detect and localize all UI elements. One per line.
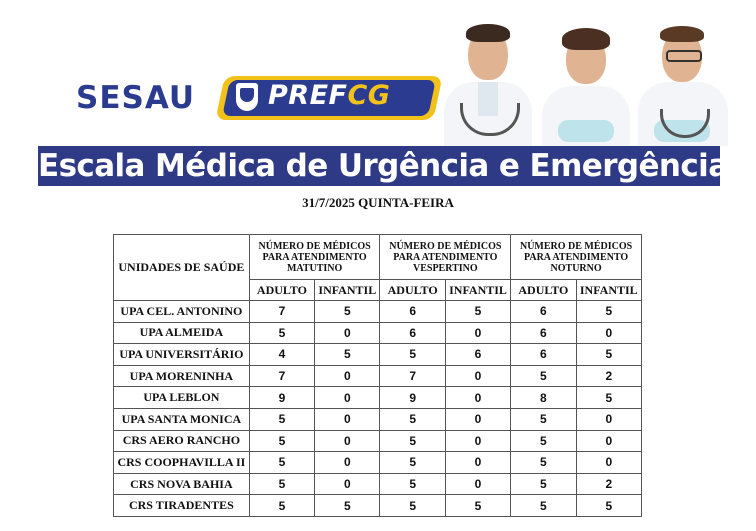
schedule-date: 31/7/2025 QUINTA-FEIRA [302,195,454,210]
table-group-header-row [114,235,642,280]
afternoon-child-count: 5 [445,301,510,323]
table-row [114,387,642,409]
unit-name: UPA LEBLON [114,387,250,409]
night-child-count: 5 [576,387,641,409]
afternoon-adult-count: 5 [380,408,445,430]
morning-adult-count: 5 [249,495,314,517]
morning-adult-count: 5 [249,430,314,452]
unit-name: UPA SANTA MONICA [114,408,250,430]
table-row [114,322,642,344]
table-row [114,430,642,452]
night-adult-count: 5 [511,495,576,517]
afternoon-adult-count: 5 [380,473,445,495]
table-row [114,408,642,430]
night-adult-count: 8 [511,387,576,409]
unit-name: CRS COOPHAVILLA II [114,452,250,474]
night-child-count: 0 [576,322,641,344]
unit-name: UPA UNIVERSITÁRIO [114,344,250,366]
unit-name: CRS AERO RANCHO [114,430,250,452]
title-banner [38,146,729,186]
night-child-count: 5 [576,301,641,323]
morning-child-count: 0 [315,408,380,430]
morning-adult-count: 5 [249,452,314,474]
table-row [114,452,642,474]
unit-name: UPA MORENINHA [114,365,250,387]
morning-adult-count: 5 [249,408,314,430]
glasses-icon [666,50,702,62]
afternoon-adult-count: 6 [380,322,445,344]
adult-column-header: ADULTO [249,280,314,301]
afternoon-adult-count: 5 [380,452,445,474]
coat-of-arms-inner-icon [240,88,254,102]
night-adult-count: 5 [511,430,576,452]
afternoon-adult-count: 5 [380,495,445,517]
page-title: Escala Médica de Urgência e Emergência [38,148,729,184]
night-adult-count: 5 [511,365,576,387]
night-adult-count: 6 [511,322,576,344]
afternoon-adult-count: 6 [380,301,445,323]
night-adult-count: 5 [511,473,576,495]
doctor-figure-center [538,20,634,146]
afternoon-child-count: 0 [445,452,510,474]
afternoon-child-count: 0 [445,408,510,430]
doctor-figure-right [636,20,730,146]
morning-child-count: 0 [315,473,380,495]
afternoon-child-count: 0 [445,430,510,452]
morning-child-count: 0 [315,322,380,344]
doctors-photo [440,20,730,146]
afternoon-child-count: 0 [445,473,510,495]
morning-shift-header: NÚMERO DE MÉDICOS PARA ATENDIMENTO MATUTINO [249,235,380,280]
table-row [114,301,642,323]
morning-child-count: 5 [315,301,380,323]
night-child-count: 0 [576,430,641,452]
morning-child-count: 5 [315,344,380,366]
doctor-figure-left [440,20,536,146]
night-adult-count: 6 [511,301,576,323]
table-row [114,473,642,495]
night-adult-count: 6 [511,344,576,366]
sesau-logo: SESAU [76,80,196,116]
child-column-header: INFANTIL [576,280,641,301]
afternoon-child-count: 6 [445,344,510,366]
morning-child-count: 5 [315,495,380,517]
night-child-count: 5 [576,344,641,366]
morning-child-count: 0 [315,452,380,474]
afternoon-adult-count: 5 [380,430,445,452]
face-mask [558,120,614,142]
unit-name: UPA CEL. ANTONINO [114,301,250,323]
night-adult-count: 5 [511,408,576,430]
afternoon-adult-count: 9 [380,387,445,409]
afternoon-child-count: 5 [445,495,510,517]
hair [660,26,704,42]
prefcg-wordmark-accent: CG [347,80,391,111]
morning-adult-count: 5 [249,473,314,495]
night-child-count: 0 [576,408,641,430]
afternoon-child-count: 0 [445,365,510,387]
morning-adult-count: 4 [249,344,314,366]
table-row [114,365,642,387]
unit-name: UPA ALMEIDA [114,322,250,344]
night-adult-count: 5 [511,452,576,474]
prefcg-wordmark-main: PREF [268,80,348,111]
morning-adult-count: 7 [249,365,314,387]
table-body [114,301,642,517]
child-column-header: INFANTIL [315,280,380,301]
prefcg-wordmark [268,80,390,111]
night-child-count: 2 [576,473,641,495]
morning-adult-count: 9 [249,387,314,409]
page-header [0,0,756,190]
morning-adult-count: 7 [249,301,314,323]
unit-name: CRS NOVA BAHIA [114,473,250,495]
night-child-count: 0 [576,452,641,474]
unit-name: CRS TIRADENTES [114,495,250,517]
afternoon-child-count: 0 [445,322,510,344]
hair [562,28,610,50]
afternoon-adult-count: 5 [380,344,445,366]
table-row [114,344,642,366]
morning-child-count: 0 [315,430,380,452]
child-column-header: INFANTIL [445,280,510,301]
hair [466,24,510,42]
prefcg-logo [220,76,438,120]
adult-column-header: ADULTO [511,280,576,301]
afternoon-child-count: 0 [445,387,510,409]
night-child-count: 2 [576,365,641,387]
morning-child-count: 0 [315,365,380,387]
afternoon-adult-count: 7 [380,365,445,387]
afternoon-shift-header: NÚMERO DE MÉDICOS PARA ATENDIMENTO VESPERTINO [380,235,511,280]
morning-adult-count: 5 [249,322,314,344]
night-child-count: 5 [576,495,641,517]
schedule-table [113,234,642,517]
night-shift-header: NÚMERO DE MÉDICOS PARA ATENDIMENTO NOTURNO [511,235,642,280]
morning-child-count: 0 [315,387,380,409]
table-row [114,495,642,517]
unit-column-header: UNIDADES DE SAÚDE [114,235,250,301]
adult-column-header: ADULTO [380,280,445,301]
